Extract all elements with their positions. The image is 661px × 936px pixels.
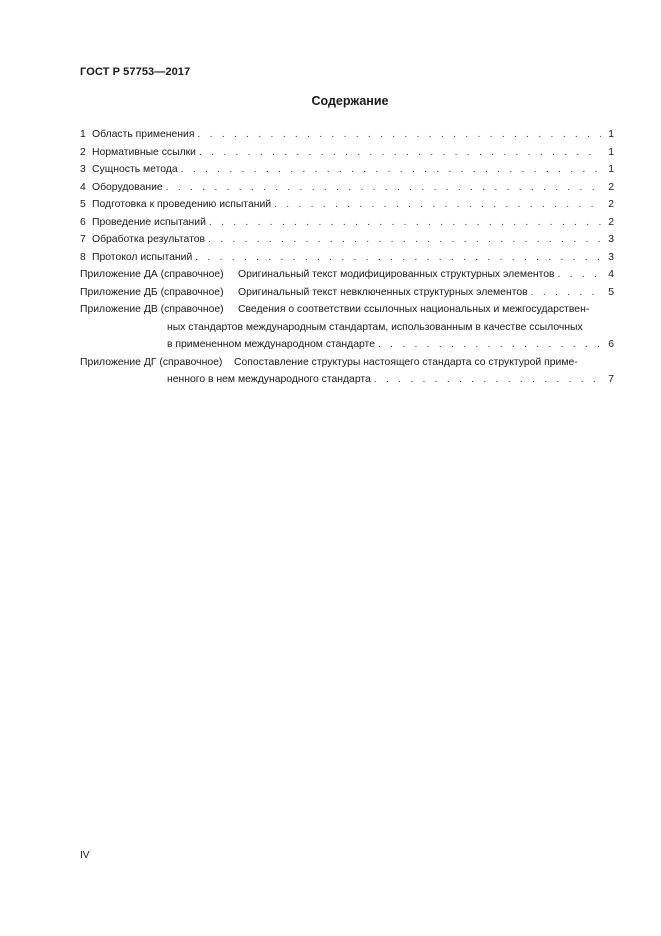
toc-entry-page: 3 (608, 251, 614, 263)
annex-label: Приложение ДБ (справочное) (80, 286, 224, 298)
dot-leader (166, 179, 601, 197)
table-of-contents (80, 126, 614, 389)
toc-entry[interactable] (80, 144, 614, 162)
toc-entry-title: Протокол испытаний (92, 251, 193, 263)
annex-label: Приложение ДГ (справочное) (80, 356, 223, 368)
toc-entry-number: 4 (80, 181, 86, 193)
toc-entry-number: 7 (80, 234, 86, 245)
page-number: IV (80, 850, 90, 861)
dot-leader (199, 144, 601, 162)
toc-entry[interactable] (80, 214, 614, 232)
standard-number: ГОСТ Р 57753—2017 (80, 66, 191, 78)
toc-entry-number: 8 (80, 251, 86, 263)
toc-entry[interactable] (80, 249, 614, 267)
annex-title-line: ных стандартов международным стандартам, использованным в качестве ссылочных (167, 321, 583, 333)
annex-page: 5 (608, 286, 614, 298)
toc-entry-number: 1 (80, 129, 86, 140)
annex-title: Оригинальный текст модифицированных структурных элементов (238, 269, 555, 280)
toc-entry-number: 2 (80, 146, 86, 158)
toc-entry-title: Нормативные ссылки (92, 146, 196, 158)
annex-label: Приложение ДВ (справочное) (80, 304, 224, 315)
annex-page: 4 (608, 269, 614, 280)
toc-entry-number: 3 (80, 164, 86, 175)
toc-entry-page: 1 (608, 146, 614, 158)
toc-entry-page: 2 (608, 199, 614, 210)
toc-entry[interactable] (80, 179, 614, 197)
dot-leader (197, 126, 601, 144)
toc-entry-title: Оборудование (92, 181, 163, 193)
toc-entry-title: Подготовка к проведению испытаний (92, 199, 272, 210)
toc-entry-title: Проведение испытаний (92, 216, 206, 228)
toc-entry-title: Область применения (92, 129, 195, 140)
dot-leader (209, 214, 601, 232)
annex-title-line: Сведения о соответствии ссылочных национальных и межгосударствен- (238, 304, 590, 315)
toc-annex-da[interactable] (80, 266, 614, 284)
toc-entry[interactable] (80, 196, 614, 214)
annex-title-line: ненного в нем международного стандарта (167, 374, 371, 385)
toc-title: Содержание (311, 94, 389, 108)
toc-entry-number: 6 (80, 216, 86, 228)
toc-entry-page: 3 (608, 234, 614, 245)
toc-entry-title: Сущность метода (92, 164, 178, 175)
annex-title-line: в примененном международном стандарте (167, 339, 375, 350)
toc-annex-dg[interactable] (80, 354, 614, 389)
toc-annex-dv[interactable] (80, 301, 614, 354)
toc-entry[interactable] (80, 231, 614, 249)
annex-title-line: Сопоставление структуры настоящего стандарта со структурой приме- (234, 356, 578, 368)
dot-leader (208, 231, 601, 249)
dot-leader (181, 161, 601, 179)
dot-leader (378, 336, 601, 354)
toc-entry-page: 1 (608, 164, 614, 175)
toc-entry[interactable] (80, 126, 614, 144)
dot-leader (374, 371, 601, 389)
toc-entry-page: 1 (608, 129, 614, 140)
toc-entry-title: Обработка результатов (92, 234, 206, 245)
dot-leader (558, 266, 601, 284)
dot-leader (274, 196, 601, 214)
dot-leader (195, 249, 601, 267)
toc-annex-db[interactable] (80, 284, 614, 302)
toc-entry-number: 5 (80, 199, 86, 210)
annex-label: Приложение ДА (справочное) (80, 269, 224, 280)
toc-entry-page: 2 (608, 181, 614, 193)
annex-page: 7 (608, 374, 614, 385)
annex-page: 6 (608, 339, 614, 350)
dot-leader (531, 284, 601, 302)
annex-title: Оригинальный текст невключенных структурных элементов (238, 286, 528, 298)
toc-entry-page: 2 (608, 216, 614, 228)
toc-entry[interactable] (80, 161, 614, 179)
